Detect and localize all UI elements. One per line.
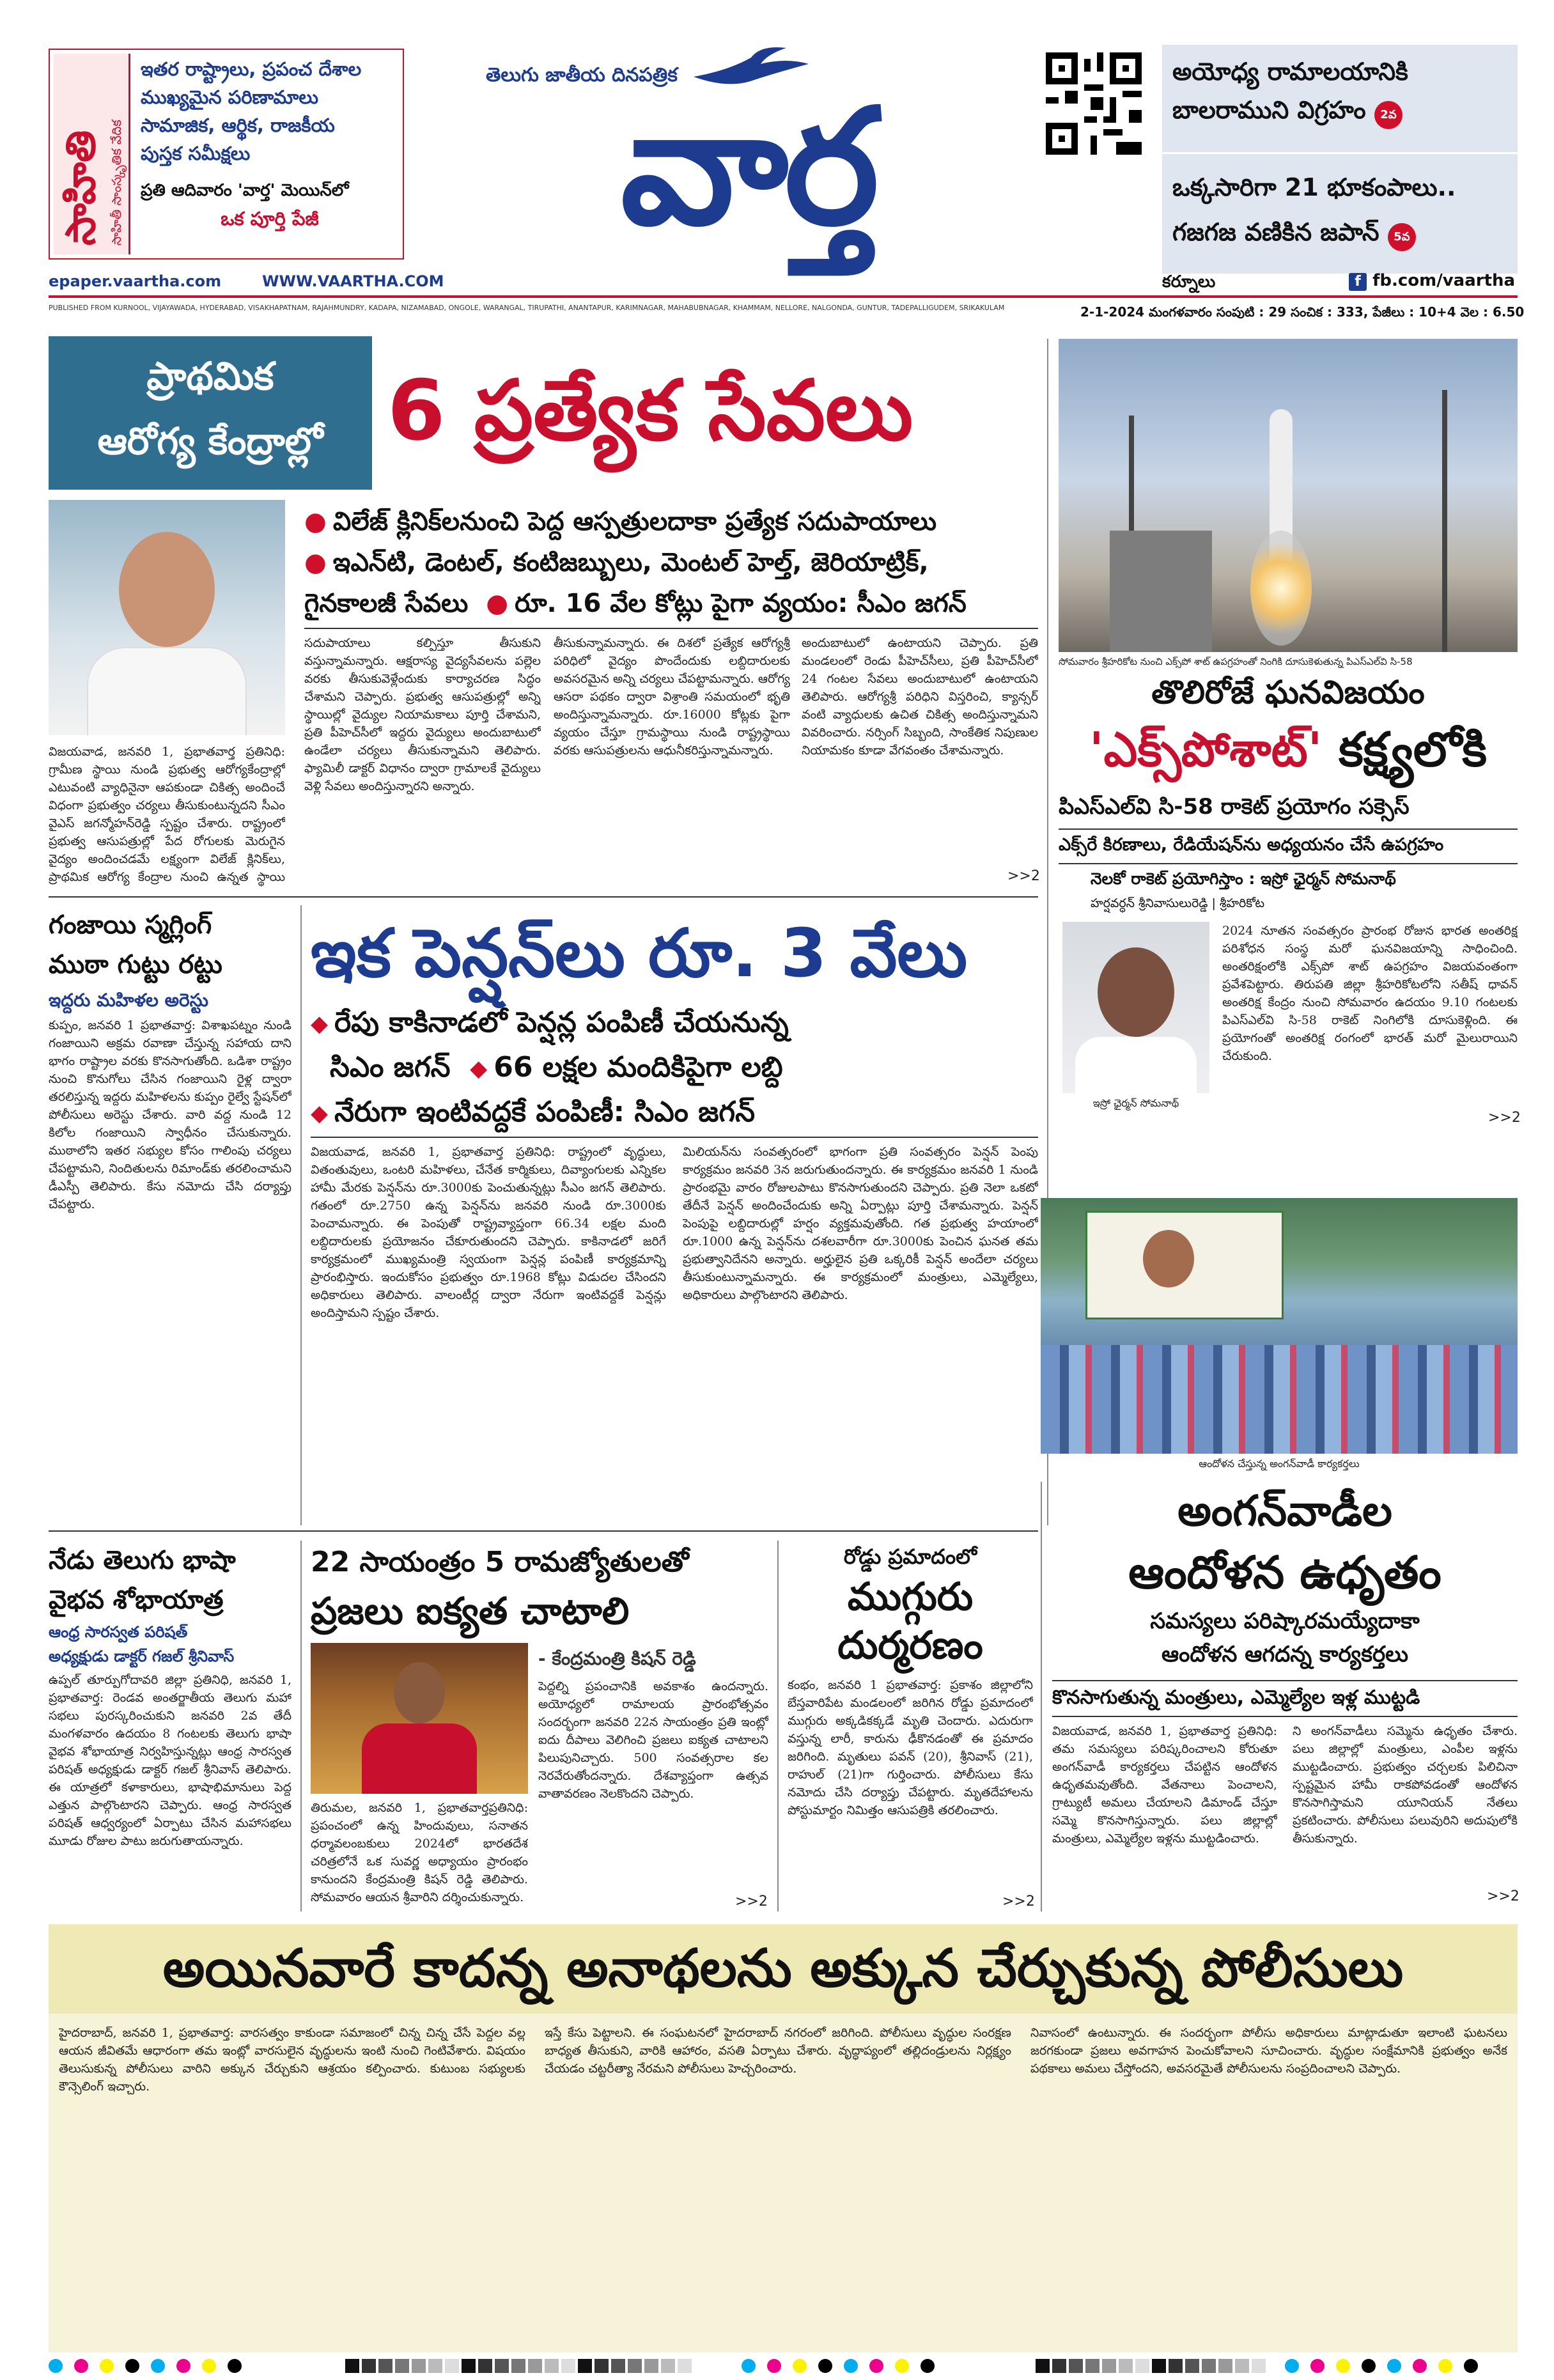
ganja-headline-1: గంజాయి స్మగ్లింగ్: [49, 910, 212, 940]
accident-story[interactable]: [788, 1541, 1033, 1911]
promo-line: ముఖ్యమైన పరిణామాలు: [141, 86, 318, 108]
teaser-text: గజగజ వణికిన జపాన్: [1172, 218, 1379, 246]
anganwadi-deck-1: సమస్యలు పరిష్కారమయ్యేదాకా: [1150, 1608, 1420, 1634]
kishan-col-1: తిరుమల, జనవరి 1, ప్రభాతవార్తప్రతినిధి: ప్రపంచంలో ఉన్న హిందువులు, సనాతన ధర్మావలంబకులు 2024లో భారతదేశ చరిత్రలోనే ఒక సువర్ణ అధ్యాయం ప్రారంభం కానుందని కేంద్రమంత్రి కిషన్ రెడ్డి తెలిపారు. సోమవారం ఆయన శ్రీవారిని దర్శించుకున్నారు.: [311, 1801, 528, 1904]
teaser-line: [1172, 210, 1511, 254]
telugu-headline-2: వైభవ శోభాయాత్ర: [49, 1585, 224, 1615]
pension-bullet: ◆ రేపు కాకినాడలో పెన్షన్ల పంపిణీ చేయనున్న: [311, 1001, 1038, 1046]
rocket-photo: [1059, 339, 1518, 652]
telugu-headline-1: నేడు తెలుగు భాషా: [49, 1546, 236, 1575]
rocket-kicker: తొలిరోజే ఘనవిజయం: [1151, 674, 1425, 711]
anganwadi-sub: కొనసాగుతున్న మంత్రులు, ఎమ్మెల్యేల ఇళ్ల ముట్టడి: [1052, 1686, 1420, 1709]
column-rule: [300, 905, 302, 1525]
teaser-box: [1162, 45, 1518, 274]
color-registration-center: [742, 2359, 946, 2376]
lead-bullet: ● ఇఎన్‌టి, డెంటల్, కంటిజబ్బులు, మెంటల్ హెల్త్, జెరియాట్రిక్,: [304, 542, 1038, 583]
masthead-rule: [49, 295, 1518, 298]
lead-col-3: తీసుకున్నామన్నారు. ఈ దిశలో ప్రత్యేక ఆరోగ్యశ్రీ పరిధిలో వైద్యం పొందేందుకు లబ్దిదారులకు అవసరమైన అన్ని చర్యలు చేపట్టామన్నారు. ఆరోగ్య ఆసరా పథకం ద్వారా విశ్రాంతి సమయంలో భృతి అందిస్తున్నామన్నారు. రూ.16000 కోట్లకు పైగా వ్యయం చేస్తూ గ్రామస్థాయి నుండి రాష్ట్రస్థాయి వరకు ఆసుపత్రులను ఆధునీకరిస్తున్నామన్నారు.: [554, 636, 790, 758]
pension-col-1: విజయవాడ, జనవరి 1, ప్రభాతవార్త ప్రతినిధి: రాష్ట్రంలో వృద్ధులు, వితంతువులు, ఒంటరి మహిళలు, చేనేత కార్మికులు, దివ్యాంగులకు ఎన్నికల హామీ మేరకు పెన్షన్‌ను రూ.3000కు పెంచుతున్నట్లు సీఎం జగన్ తెలిపారు. గతంలో రూ.2750 ఉన్న పెన్షన్‌ను జనవరి నుండి రూ.3000కు పెంచామన్నారు. ఈ పెంపుతో రాష్ట్రవ్యాప్తంగా 66.34 లక్షల మంది లబ్దిదారులకు ప్రయోజనం చేకూరుతుందని చెప్పారు. కాకినాడలో జరిగే కార్యక్రమంలో ముఖ్యమంత్రి స్వయంగా పెన్షన్ల పంపిణీ కార్యక్రమాన్ని ప్రారంభిస్తారు. ఇందుకోసం ప్రభుత్వం రూ.1968 కోట్లు విడుదల చేసిందని అధికారులు తెలిపారు. వాలంటీర్ల ద్వారా నేరుగా ఇంటివద్దకే పెన్షన్లు అందిస్తామని స్పష్టం చేశారు.: [311, 1145, 666, 1320]
accident-kicker: రోడ్డు ప్రమాదంలో: [843, 1544, 977, 1569]
teaser-divider: [1162, 152, 1518, 154]
grey-scale-bar-left: [345, 2359, 694, 2376]
kishan-headline-1: 22 సాయంత్రం 5 రామజ్యోతులతో: [311, 1546, 689, 1578]
bottom-col-2: ఇస్తే కేసు పెట్టాలని. ఈ సంఘటనలో హైదరాబాద్ నగరంలో జరిగింది. పోలీసులు వృద్ధుల సంరక్షణ బాధ్యత తీసుకుని, వారికి ఆహారం, వసతి ఏర్పాటు చేశారు. వృద్ధాప్యంలో తల్లిదండ్రులను నిర్లక్ష్యం చేయడం చట్టరీత్యా నేరమని పోలీసులు హెచ్చరించారు.: [545, 2026, 1011, 2076]
pension-bullets: [311, 1001, 1038, 1135]
teaser-line: ఒక్కసారిగా 21 భూకంపాలు..: [1172, 173, 1456, 201]
rocket-rule: [1059, 828, 1518, 830]
rocket-body: 2024 నూతన సంవత్సరం ప్రారంభ రోజున భారత అంతరిక్ష పరిశోధన సంస్థ మరో ఘనవిజయాన్ని సాధించింది. అంతరిక్షంలోకి ఎక్స్‌పో శాట్ ఉపగ్రహం విజయవంతంగా ప్రవేశపెట్టారు. తిరుపతి జిల్లా శ్రీహరికోటలోని సతీష్ ధావన్ అంతరిక్ష కేంద్రం నుంచి సోమవారం ఉదయం 9.10 గంటలకు పిఎస్‌ఎల్‌వి సి-58 రాకెట్ నింగిలోకి దూసుకెళ్లింది. ఈ ప్రయోగంతో అంతరిక్ష రంగంలో భారత్ మరో మైలురాయిని చేరుకుంది.: [1222, 924, 1518, 1063]
qr-code-icon[interactable]: [1046, 52, 1142, 155]
accident-body: కంభం, జనవరి 1 ప్రభాతవార్త: ప్రకాశం జిల్లాలోని బేస్తవారిపేట మండలంలో జరిగిన రోడ్డు ప్రమాదంలో ముగ్గురు అక్కడికక్కడే మృతి చెందారు. ఎదురుగా వస్తున్న లారీ, కారును ఢీకొనడంతో ఈ ప్రమాదం జరిగింది. మృతులు పవన్ (20), శ్రీనివాస్ (21), రాహుల్ (21)గా గుర్తించారు. పోలీసులు కేసు నమోదు చేసి దర్యాప్తు చేపట్టారు. మృతదేహాలను పోస్టుమార్టం నిమిత్తం ఆసుపత్రికి తరలించారు.: [788, 1678, 1033, 1817]
promo-line: ఇతర రాష్ట్రాలు, ప్రపంచ దేశాల: [141, 58, 362, 80]
column-rule: [1041, 1482, 1042, 1911]
ganja-story[interactable]: [49, 905, 291, 1530]
bottom-headline: అయినవారే కాదన్న అనాథలను అక్కున చేర్చుకున్న పోలీసులు: [49, 1924, 1518, 2014]
promo-logo-word: సాహితి: [58, 130, 105, 245]
lead-kicker-2: ఆరోగ్య కేంద్రాల్లో: [97, 419, 323, 463]
ganja-headline-2: ముఠా గుట్టు రట్టు: [49, 950, 222, 979]
anganwadi-headline-1: అంగన్‌వాడీల: [1177, 1486, 1392, 1536]
anganwadi-headline-2: ఆందోళన ఉధృతం: [1128, 1546, 1441, 1599]
rocket-headline-quote: 'ఎక్స్‌పోశాట్': [1089, 722, 1323, 777]
lead-bullet-line: [304, 583, 1038, 624]
teaser-text: బాలరాముని విగ్రహం: [1172, 96, 1366, 124]
promo-line: ప్రతి ఆదివారం 'వార్త' మెయిన్‌లో: [141, 181, 349, 200]
kishan-photo: [311, 1643, 528, 1794]
pension-story[interactable]: [311, 905, 1038, 1518]
continued-marker[interactable]: >>2: [1488, 1110, 1521, 1126]
epaper-link[interactable]: epaper.vaartha.com: [49, 272, 222, 290]
anganwadi-deck-2: ఆందోళన ఆగదన్న కార్యకర్తలు: [1161, 1642, 1409, 1667]
rocket-story[interactable]: [1059, 339, 1521, 1202]
lead-col-2: సదుపాయాలు కల్పిస్తూ తీసుకుని వస్తున్నామన్నారు. ఆక్షరాస్య వైద్యసేవలను పల్లెల వరకు తీసుకువెళ్లేందుకు కార్యాచరణ సిద్ధం చేశామని చెప్పారు. ప్రభుత్వ ఆసుపత్రుల్లో అన్ని స్థాయిల్లో వైద్యుల నియామకాలు పూర్తి చేశామని, ప్రతి పీహెచ్‌సీలో ఇద్దరు వైద్యులు అందుబాటులో ఉండేలా చర్యలు తీసుకున్నామని తెలిపారు. ఫ్యామిలీ డాక్టర్ విధానం ద్వారా గ్రామాలకే వైద్యులు వెళ్లి సేవలు అందిస్తున్నారని అన్నారు.: [304, 636, 541, 793]
pension-bullet-line: [311, 1046, 1038, 1091]
anganwadi-rule: [1052, 1680, 1518, 1681]
bottom-col-1: హైదరాబాద్, జనవరి 1, ప్రభాతవార్త: వారసత్వం కాకుండా సమాజంలో చిన్న చిన్న చేసే పెద్దల వల్ల ఆయన జీవితమే ఆధారంగా తమ ఇంట్లో వారసులైన వృద్ధులను ఇంటి నుంచి గెంటివేశారు. విషయం తెలుసుకున్న పోలీసులు వారిని అక్కున చేర్చుకుని ఆశ్రయం కల్పించారు. కుటుంబ సభ్యులకు కౌన్సెలింగ్ ఇచ్చారు.: [59, 2026, 525, 2094]
anganwadi-col-1: విజయవాడ, జనవరి 1, ప్రభాతవార్త ప్రతినిధి: తమ సమస్యలు పరిష్కరించాలని కోరుతూ అంగన్‌వాడీ కార్యకర్తలు చేపట్టిన ఆందోళన ఉధృతమవుతోంది. వేతనాలు పెంచాలని, గ్రాట్యుటీ అమలు చేయాలని డిమాండ్ చేస్తూ సమ్మె కొనసాగిస్తున్నారు. పలు జిల్లాల్లో మంత్రులు, ఎమ్మెల్యేల ఇళ్లను ముట్టడించారు.: [1052, 1724, 1277, 1846]
column-rule: [300, 1541, 302, 1911]
promo-line: పుస్తక సమీక్షలు: [141, 143, 251, 164]
accident-headline-1: ముగ్గురు: [847, 1575, 974, 1619]
rocket-sub: పిఎస్‌ఎల్‌వి సి-58 రాకెట్ ప్రయోగం సక్సెస్: [1059, 794, 1410, 820]
lead-kicker-1: ప్రాథమిక: [146, 354, 274, 399]
lead-headline: 6 ప్రత్యేక సేవలు: [387, 362, 913, 459]
issue-line: 2-1-2024 మంగళవారం సంపుటి : 29 సంచిక : 333, పేజీలు : 10+4 వెల : 6.50: [1080, 304, 1525, 320]
lead-bullet: ● రూ. 16 వేల కోట్లు పైగా వ్యయం: సీఎం జగన్: [486, 589, 967, 618]
somanath-photo: [1062, 922, 1209, 1093]
tagline: తెలుగు జాతీయ దినపత్రిక: [486, 64, 678, 86]
rocket-headline: [1059, 722, 1518, 789]
cm-photo: [49, 500, 285, 735]
page-badge: 5వ: [1388, 223, 1416, 251]
masthead: [0, 0, 1554, 332]
color-registration-right: [1285, 2359, 1489, 2376]
pension-bullet: ◆ నేరుగా ఇంటివద్దకే పంపిణీ: సిఎం జగన్: [311, 1091, 1038, 1135]
facebook-link[interactable]: [1349, 271, 1515, 291]
kishan-attribution: - కేంద్రమంత్రి కిషన్ రెడ్డి: [538, 1648, 696, 1669]
kishan-col-2: పెద్దల్ని ప్రపంచానికి అవకాశం ఉందన్నారు. అయోధ్యలో రామాలయ ప్రారంభోత్సవం సందర్భంగా జనవరి 22న సాయంత్రం ప్రతి ఇంట్లో ఐదు దీపాలు వెలిగించి ప్రజలు ఐక్యత చాటాలని పిలుపునిచ్చారు. 500 సంవత్సరాల కల నెరవేరుతోందన్నారు. దేశవ్యాప్తంగా ఉత్సవ వాతావరణం నెలకొందని చెప్పారు.: [538, 1679, 768, 1801]
lead-bullet: ● విలేజ్ క్లినిక్‌లనుంచి పెద్ద ఆస్పత్రులదాకా ప్రత్యేక సదుపాయాలు: [304, 501, 1038, 542]
continued-marker[interactable]: >>2: [1002, 1894, 1035, 1909]
anganwadi-photo: [1041, 1198, 1518, 1454]
promo-box[interactable]: [49, 49, 404, 260]
section-rule: [49, 896, 1038, 898]
lead-rule: [304, 628, 1038, 629]
anganwadi-caption: ఆందోళన చేస్తున్న అంగన్‌వాడీ కార్యకర్తలు: [1199, 1458, 1360, 1470]
bottom-story[interactable]: [49, 1924, 1518, 2353]
somanath-caption: ఇస్రో ఛైర్మన్ సోమనాథ్: [1092, 1097, 1179, 1109]
lead-bullets: [304, 501, 1038, 624]
bottom-col-3: నివాసంలో ఉంటున్నారు. ఈ సందర్భంగా పోలీసు అధికారులు మాట్లాడుతూ ఇలాంటి ఘటనలు జరగకుండా ప్రజలు అవగాహన పెంచుకోవాలని సూచించారు. వృద్ధుల సంక్షేమానికి ప్రభుత్వం అనేక పథకాలు అమలు చేస్తోందని, అవసరమైతే పోలీసులను సంప్రదించాలని చెప్పారు.: [1030, 2026, 1507, 2076]
website-link[interactable]: WWW.VAARTHA.COM: [262, 272, 444, 290]
kishan-story[interactable]: [311, 1541, 768, 1911]
facebook-url: fb.com/vaartha: [1372, 271, 1516, 290]
kishan-headline-2: ప్రజలు ఐక్యత చాటాలి: [311, 1589, 630, 1633]
pension-bullet: ◆ 66 లక్షల మందికిపైగా లబ్ది: [470, 1051, 782, 1084]
logo: వార్త: [620, 74, 876, 260]
pension-headline: ఇక పెన్షన్‌లు రూ. 3 వేలు: [311, 914, 968, 992]
promo-logo-sub: సాహితీ సాంస్కృతిక వేదిక: [109, 120, 124, 245]
lead-col-4: అందుబాటులో ఉంటాయని చెప్పారు. ప్రతి మండలంలో రెండు పీహెచ్‌సీలు, ప్రతి పీహెచ్‌సీలో 24 గంటల సేవలు అందుబాటులో ఉంటాయని తెలిపారు. ఆరోగ్యశ్రీ పరిధిని విస్తరించి, క్యాన్సర్ వంటి వ్యాధులకు ఉచిత చికిత్స అందిస్తున్నామని వివరించారు. నర్సింగ్ సిబ్బంది, సాంకేతిక నిపుణుల నియామకం కూడా వేగవంతం చేశామన్నారు.: [802, 636, 1038, 758]
rocket-deck: ఎక్స్‌రే కిరణాలు, రేడియేషన్‌ను అధ్యయనం చేసే ఉపగ్రహం: [1059, 835, 1444, 855]
continued-marker[interactable]: >>2: [735, 1894, 768, 1909]
rocket-quote: నెలకో రాకెట్ ప్రయోగిస్తాం : ఇస్రో ఛైర్మన్ సోమనాథ్: [1091, 869, 1396, 888]
teaser-line: [1172, 91, 1511, 129]
telugu-deck-2: అధ్యక్షుడు డాక్టర్ గజల్ శ్రీనివాస్: [49, 1647, 235, 1665]
promo-logo: [54, 54, 130, 254]
pension-bullet: సిఎం జగన్: [330, 1051, 451, 1084]
promo-line: సామాజిక, ఆర్థిక, రాజకీయ: [141, 114, 335, 136]
anganwadi-col-2: ని అంగన్‌వాడీలు సమ్మెను ఉధృతం చేశారు. పలు జిల్లాల్లో మంత్రులు, ఎంపీల ఇళ్లను ముట్టడించారు. ప్రభుత్వం చర్చలకు పిలిచినా స్పష్టమైన హామీ రాకపోవడంతో ఆందోళన కొనసాగిస్తామని యూనియన్ నేతలు ప్రకటించారు. పోలీసులు పలువురిని అదుపులోకి తీసుకున్నారు.: [1293, 1724, 1518, 1846]
accident-headline-2: దుర్మరణం: [837, 1623, 983, 1668]
city-name: కర్నూలు: [1162, 272, 1216, 292]
teaser-link[interactable]: [1172, 165, 1511, 254]
lead-kicker-box: [49, 336, 372, 490]
lead-bullet: గైనకాలజీ సేవలు: [304, 589, 469, 618]
rocket-headline-rest: కక్ష్యలోకి: [1339, 722, 1487, 777]
promo-line: ఒక పూర్తి పేజీ: [221, 208, 319, 229]
continued-marker[interactable]: >>2: [1487, 1888, 1519, 1904]
continued-marker[interactable]: >>2: [1007, 868, 1040, 884]
anganwadi-rule: [1052, 1716, 1518, 1717]
facebook-icon: f: [1349, 273, 1367, 291]
pension-rule: [311, 1137, 1038, 1138]
rocket-rule: [1059, 863, 1518, 864]
lead-story[interactable]: [49, 334, 1038, 890]
pension-col-2: మిలియన్‌ను సంవత్సరంలో భాగంగా ప్రతి సంవత్సరం పెన్షన్ పెంపు కార్యక్రమం జనవరి 3న జరుగుతుందన్నారు. ఈ కార్యక్రమం జనవరి 1 నుండి ప్రారంభమై వారం రోజులపాటు కొనసాగుతుందని చెప్పారు. ప్రతి నెలా ఒకటో తేదీనే పెన్షన్ అందించేందుకు అన్ని ఏర్పాట్లు పూర్తి చేశామన్నారు. పెన్షన్ పెంపుపై లబ్దిదారుల్లో హర్షం వ్యక్తమవుతోంది. గత ప్రభుత్వ హయాంలో రూ.1000 ఉన్న పెన్షన్‌ను దశలవారీగా రూ.3000కు పెంచిన ఘనత తమ ప్రభుత్వానిదేనని అన్నారు. అర్హులైన ప్రతి ఒక్కరికీ పెన్షన్ అందేలా చర్యలు తీసుకుంటున్నామన్నారు. ఈ కార్యక్రమంలో మంత్రులు, ఎమ్మెల్యేలు, అధికారులు పాల్గొంటారని తెలిపారు.: [683, 1145, 1038, 1302]
anganwadi-story[interactable]: [1052, 1482, 1518, 1911]
ganja-body: కుప్పం, జనవరి 1 ప్రభాతవార్త: విశాఖపట్నం నుండి గంజాయిని అక్రమ రవాణా చేస్తున్న సహాయ దాని భాగం రాష్ట్రాల వరకు కొనసాగుతోంది. ఒడిశా రాష్ట్రం నుంచి కొనుగోలు చేసిన గంజాయిని రైళ్ల ద్వారా తరలిస్తున్న ఇద్దరు మహిళలను కుప్పం రైల్వే స్టేషన్‌లో పోలీసులు అరెస్టు చేశారు. వారి వద్ద నుండి 12 కిలోల గంజాయిని స్వాధీనం చేసుకున్నారు. ముఠాలోని ఇతర సభ్యుల కోసం గాలింపు చర్యలు చేపట్టామని, నిందితులను రిమాండ్‌కు తరలించామని డీఎస్పీ తెలిపారు. కేసు నమోదు చేసి దర్యాప్తు చేపట్టారు.: [49, 1018, 291, 1211]
column-rule: [777, 1541, 779, 1911]
promo-text: [141, 55, 399, 233]
color-registration-left: [49, 2359, 253, 2376]
telugu-body: ఉప్పల్ తూర్పుగోదావరి జిల్లా ప్రతినిధి, జనవరి 1, ప్రభాతవార్త: రెండవ అంతర్జాతీయ తెలుగు మహా సభలు పురస్కరించుకుని జనవరి 2వ తేదీ మంగళవారం ఉదయం 8 గంటలకు తెలుగు భాషా వైభవ శోభాయాత్ర నిర్వహిస్తున్నట్లు ఆంధ్ర సారస్వత పరిషత్ అధ్యక్షుడు డాక్టర్ గజల్ శ్రీనివాస్ తెలిపారు. ఈ యాత్రలో కళాకారులు, భాషాభిమానులు పెద్ద ఎత్తున పాల్గొంటారని చెప్పారు. ఆంధ్ర సారస్వత పరిషత్ ఆధ్వర్యంలో ఏర్పాటు చేసిన మహాసభలు మూడు రోజుల పాటు జరుగుతాయన్నారు.: [49, 1673, 291, 1848]
editions-line: PUBLISHED FROM KURNOOL, VIJAYAWADA, HYDERABAD, VISAKHAPATNAM, RAJAHMUNDRY, KADAPA, NIZAMABAD, ONGOLE, WARANGAL, TIRUPATHI, ANANTAPUR, KARIMNAGAR, MAHABUBNAGAR, KHAMMAM, NELLORE, NALGONDA, GUNTUR, TADEPALLIGUDEM, SRIKAKULAM: [49, 304, 1005, 312]
rocket-byline: హర్షవర్ధన్ శ్రీనివాసులురెడ్డి | శ్రీహరికోట: [1091, 896, 1265, 910]
section-rule: [49, 1530, 1038, 1532]
telugu-deck-1: ఆంధ్ర సారస్వత పరిషత్: [49, 1623, 188, 1641]
ganja-deck: ఇద్దరు మహిళల అరెస్టు: [49, 990, 208, 1011]
page-badge: 2వ: [1374, 101, 1402, 129]
teaser-link[interactable]: [1172, 52, 1511, 129]
grey-scale-bar-right: [1036, 2359, 1268, 2376]
telugu-bhasha-story[interactable]: [49, 1541, 291, 1911]
rocket-caption: సోమవారం శ్రీహరికోట నుంచి ఎక్స్‌పో శాట్ ఉపగ్రహంతో నింగికి దూసుకెళుతున్న పిఎస్‌ఎల్‌వి సి-58: [1059, 656, 1413, 667]
lead-col-1: విజయవాడ, జనవరి 1, ప్రభాతవార్త ప్రతినిధి: గ్రామీణ స్థాయి నుండి ప్రభుత్వ ఆరోగ్యకేంద్రాల్లో ఎటువంటి వ్యాధినైనా ఆపకుండా చికిత్స అందించే విధంగా ప్రభుత్వం చర్యలు తీసుకుంటున్నదని సీఎం వైఎస్ జగన్మోహన్‌రెడ్డి స్పష్టం చేశారు. రాష్ట్రంలో ప్రభుత్వ ఆసుపత్రుల్లో పేద రోగులకు మెరుగైన వైద్యం అందించడమే లక్ష్యంగా విలేజ్ క్లినిక్‌లు, ప్రాథమిక ఆరోగ్య కేంద్రాల నుంచి ఉన్నత స్థాయి: [49, 745, 285, 884]
teaser-line: అయోధ్య రామాలయానికి: [1172, 58, 1408, 86]
